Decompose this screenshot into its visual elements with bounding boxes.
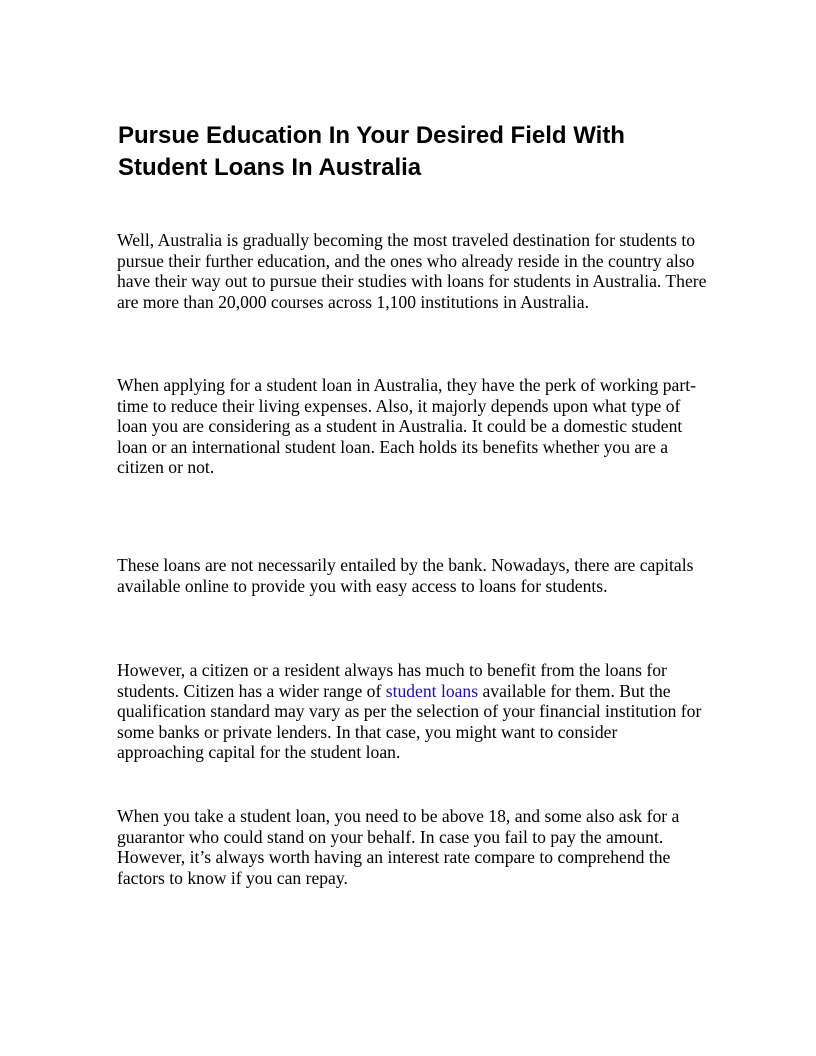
paragraph-bank: These loans are not necessarily entailed by the bank. Nowadays, there are capitals available online to provide you with easy access to loans for students.	[117, 555, 694, 596]
page-title: Pursue Education In Your Desired Field With Student Loans In Australia	[118, 122, 625, 181]
paragraph-intro: Well, Australia is gradually becoming the most traveled destination for students to pursue their further education, and the ones who already reside in the country also have their way out to pursue their studies with loans for students in Australia. There are more than 20,000 courses across 1,100 institutions in Australia.	[117, 230, 707, 312]
paragraph-citizen-text-before: However, a citizen or a resident always has much to benefit from the loans for students. Citizen has a wider range of	[117, 660, 667, 701]
paragraph-citizen-text-after: available for them. But the qualification standard may vary as per the selection of your financial institution for some banks or private lenders. In that case, you might want to consider approaching capital for the student loan.	[117, 680, 702, 762]
paragraph-requirements: When you take a student loan, you need to be above 18, and some also ask for a guarantor who could stand on your behalf. In case you fail to pay the amount. However, it’s always worth having an interest rate compare to comprehend the factors to know if you can repay.	[117, 806, 680, 888]
student-loans-link[interactable]: student loans	[385, 680, 479, 701]
paragraph-applying: When applying for a student loan in Australia, they have the perk of working part-time to reduce their living expenses. Also, it majorly depends upon what type of loan you are considering as a student in Australia. It could be a domestic student loan or an international student loan. Each holds its benefits whether you are a citizen or not.	[117, 375, 696, 477]
paragraph-citizen	[117, 660, 707, 763]
